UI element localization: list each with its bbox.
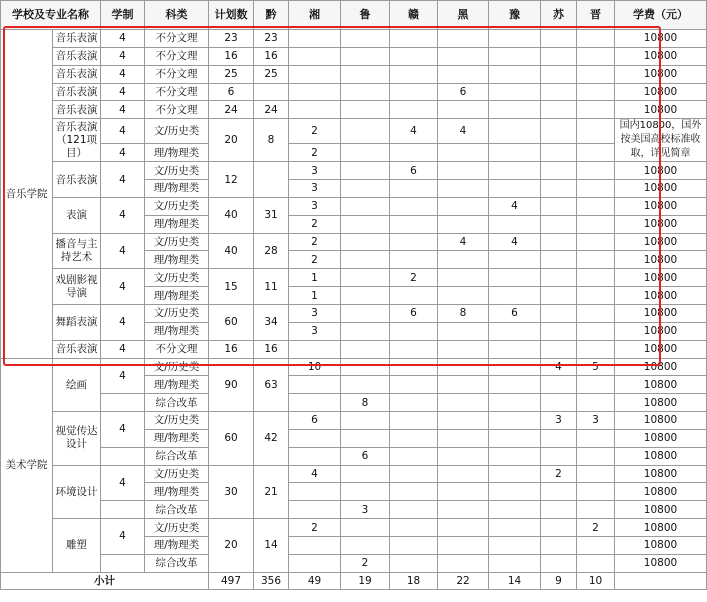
fee-cell: 10800 (615, 233, 707, 251)
gui-cell: 16 (254, 47, 289, 65)
gui-cell: 16 (254, 340, 289, 358)
table-row (1, 447, 707, 465)
jin-cell: 2 (577, 519, 615, 537)
hei-cell: 6 (438, 83, 489, 101)
category-cell: 不分文理 (145, 30, 209, 48)
lu-cell: 3 (341, 501, 390, 519)
fee-cell: 10800 (615, 465, 707, 483)
fee-cell: 10800 (615, 180, 707, 198)
table-row (1, 394, 707, 412)
header-lu: 鲁 (341, 1, 390, 30)
yu-cell: 4 (489, 197, 541, 215)
duration-cell: 4 (101, 519, 145, 555)
plan-cell: 60 (209, 304, 254, 340)
category-cell: 文/历史类 (145, 162, 209, 180)
lu-cell: 8 (341, 394, 390, 412)
fee-cell: 10800 (615, 340, 707, 358)
major-cell: 雕塑 (53, 519, 101, 573)
xiang-cell: 3 (289, 162, 341, 180)
fee-cell: 10800 (615, 215, 707, 233)
fee-cell: 10800 (615, 251, 707, 269)
lu-cell: 6 (341, 447, 390, 465)
fee-cell: 10800 (615, 322, 707, 340)
table-row (1, 412, 707, 430)
plan-cell: 40 (209, 197, 254, 233)
category-cell: 不分文理 (145, 340, 209, 358)
major-cell: 戏剧影视导演 (53, 269, 101, 305)
table-row (1, 83, 707, 101)
table-row (1, 465, 707, 483)
table-row (1, 144, 707, 162)
category-cell: 文/历史类 (145, 233, 209, 251)
duration-cell: 4 (101, 30, 145, 48)
category-cell: 理/物理类 (145, 180, 209, 198)
xiang-cell: 2 (289, 251, 341, 269)
major-cell: 环境设计 (53, 465, 101, 519)
fee-cell: 10800 (615, 501, 707, 519)
major-cell: 播音与主持艺术 (53, 233, 101, 269)
major-cell: 舞蹈表演 (53, 304, 101, 340)
fee-cell: 10800 (615, 65, 707, 83)
category-cell: 理/物理类 (145, 144, 209, 162)
yu-cell: 4 (489, 233, 541, 251)
gan-cell: 2 (390, 269, 438, 287)
xiang-cell: 2 (289, 215, 341, 233)
fee-cell: 10800 (615, 101, 707, 119)
table-row (1, 269, 707, 287)
xiang-cell: 6 (289, 412, 341, 430)
category-cell: 理/物理类 (145, 429, 209, 447)
gui-cell: 34 (254, 304, 289, 340)
duration-cell: 4 (101, 412, 145, 448)
duration-cell: 4 (101, 197, 145, 233)
plan-cell: 30 (209, 465, 254, 519)
table-row (1, 101, 707, 119)
duration-cell: 4 (101, 358, 145, 394)
gui-cell: 31 (254, 197, 289, 233)
plan-cell: 16 (209, 340, 254, 358)
duration-cell: 4 (101, 162, 145, 198)
category-cell: 文/历史类 (145, 119, 209, 144)
category-cell: 不分文理 (145, 47, 209, 65)
category-cell: 文/历史类 (145, 519, 209, 537)
table-row (1, 30, 707, 48)
fee-cell: 10800 (615, 162, 707, 180)
gui-cell: 8 (254, 119, 289, 162)
header-plan: 计划数 (209, 1, 254, 30)
header-school-major: 学校及专业名称 (1, 1, 101, 30)
subtotal-su: 9 (541, 572, 577, 590)
fee-cell: 10800 (615, 483, 707, 501)
subtotal-label: 小计 (1, 572, 209, 590)
gui-cell: 11 (254, 269, 289, 305)
su-cell: 4 (541, 358, 577, 376)
fee-cell: 10800 (615, 554, 707, 572)
plan-cell: 16 (209, 47, 254, 65)
xiang-cell: 3 (289, 304, 341, 322)
fee-cell: 10800 (615, 412, 707, 430)
gan-cell: 6 (390, 304, 438, 322)
table-row (1, 162, 707, 180)
lu-cell: 2 (341, 554, 390, 572)
gui-cell: 25 (254, 65, 289, 83)
category-cell: 理/物理类 (145, 322, 209, 340)
gui-cell: 23 (254, 30, 289, 48)
duration-cell: 4 (101, 47, 145, 65)
table-row (1, 501, 707, 519)
subtotal-plan: 497 (209, 572, 254, 590)
category-cell: 综合改革 (145, 501, 209, 519)
gui-cell: 42 (254, 412, 289, 466)
major-cell: 音乐表演 (53, 101, 101, 119)
category-cell: 文/历史类 (145, 412, 209, 430)
header-yu: 豫 (489, 1, 541, 30)
fee-cell: 10800 (615, 47, 707, 65)
header-gui: 黔 (254, 1, 289, 30)
subtotal-gan: 18 (390, 572, 438, 590)
gui-cell: 14 (254, 519, 289, 573)
fee-cell: 10800 (615, 376, 707, 394)
jin-cell: 5 (577, 358, 615, 376)
fee-cell: 10800 (615, 358, 707, 376)
major-cell: 音乐表演 (53, 65, 101, 83)
header-jin: 晋 (577, 1, 615, 30)
table-row (1, 358, 707, 376)
subtotal-gui: 356 (254, 572, 289, 590)
plan-cell: 23 (209, 30, 254, 48)
category-cell: 不分文理 (145, 83, 209, 101)
fee-cell: 10800 (615, 447, 707, 465)
category-cell: 理/物理类 (145, 376, 209, 394)
category-cell: 文/历史类 (145, 465, 209, 483)
plan-cell: 20 (209, 119, 254, 162)
plan-cell: 40 (209, 233, 254, 269)
gui-cell: 28 (254, 233, 289, 269)
subtotal-xiang: 49 (289, 572, 341, 590)
plan-cell: 15 (209, 269, 254, 305)
su-cell: 2 (541, 465, 577, 483)
header-duration: 学制 (101, 1, 145, 30)
xiang-cell: 1 (289, 269, 341, 287)
duration-cell: 4 (101, 340, 145, 358)
header-hei: 黑 (438, 1, 489, 30)
fee-cell: 10800 (615, 519, 707, 537)
subtotal-row (1, 572, 707, 590)
category-cell: 理/物理类 (145, 483, 209, 501)
fee-cell: 10800 (615, 394, 707, 412)
header-gan: 赣 (390, 1, 438, 30)
xiang-cell: 2 (289, 119, 341, 144)
category-cell: 综合改革 (145, 394, 209, 412)
category-cell: 理/物理类 (145, 215, 209, 233)
category-cell: 理/物理类 (145, 251, 209, 269)
hei-cell: 4 (438, 119, 489, 144)
table-row (1, 65, 707, 83)
xiang-cell: 3 (289, 197, 341, 215)
major-cell: 表演 (53, 197, 101, 233)
gan-cell: 6 (390, 162, 438, 180)
subtotal-hei: 22 (438, 572, 489, 590)
plan-cell: 6 (209, 83, 254, 101)
major-cell: 绘画 (53, 358, 101, 412)
table-row (1, 197, 707, 215)
major-cell: 音乐表演（121项目） (53, 119, 101, 162)
gan-cell: 4 (390, 119, 438, 144)
fee-note-cell: 国内10800，国外按美国高校标准收取，详见简章 (615, 119, 707, 162)
table-row (1, 47, 707, 65)
fee-cell: 10800 (615, 83, 707, 101)
xiang-cell: 3 (289, 180, 341, 198)
duration-cell: 4 (101, 119, 145, 144)
table-row (1, 233, 707, 251)
xiang-cell: 4 (289, 465, 341, 483)
duration-cell: 4 (101, 101, 145, 119)
fee-cell: 10800 (615, 287, 707, 305)
xiang-cell: 1 (289, 287, 341, 305)
fee-cell: 10800 (615, 429, 707, 447)
subtotal-lu: 19 (341, 572, 390, 590)
category-cell: 理/物理类 (145, 287, 209, 305)
table-row (1, 519, 707, 537)
category-cell: 文/历史类 (145, 269, 209, 287)
subtotal-yu: 14 (489, 572, 541, 590)
category-cell: 文/历史类 (145, 358, 209, 376)
jin-cell: 3 (577, 412, 615, 430)
major-cell: 音乐表演 (53, 340, 101, 358)
plan-cell: 25 (209, 65, 254, 83)
fee-cell: 10800 (615, 304, 707, 322)
fee-cell: 10800 (615, 536, 707, 554)
xiang-cell: 2 (289, 233, 341, 251)
duration-cell: 4 (101, 269, 145, 305)
xiang-cell: 2 (289, 519, 341, 537)
header-xiang: 湘 (289, 1, 341, 30)
duration-cell: 4 (101, 65, 145, 83)
duration-cell: 4 (101, 233, 145, 269)
category-cell: 不分文理 (145, 101, 209, 119)
school-music: 音乐学院 (1, 30, 53, 359)
school-art: 美术学院 (1, 358, 53, 572)
xiang-cell: 2 (289, 144, 341, 162)
gui-cell: 21 (254, 465, 289, 519)
category-cell: 文/历史类 (145, 197, 209, 215)
category-cell: 不分文理 (145, 65, 209, 83)
header-category: 科类 (145, 1, 209, 30)
hei-cell: 8 (438, 304, 489, 322)
plan-cell: 24 (209, 101, 254, 119)
table-row (1, 554, 707, 572)
header-row (1, 1, 707, 30)
duration-cell: 4 (101, 304, 145, 340)
category-cell: 文/历史类 (145, 304, 209, 322)
fee-cell: 10800 (615, 269, 707, 287)
major-cell: 音乐表演 (53, 47, 101, 65)
major-cell: 音乐表演 (53, 162, 101, 198)
plan-cell: 12 (209, 162, 254, 198)
plan-cell: 90 (209, 358, 254, 412)
duration-cell: 4 (101, 465, 145, 501)
subtotal-jin: 10 (577, 572, 615, 590)
major-cell: 音乐表演 (53, 30, 101, 48)
plan-cell: 60 (209, 412, 254, 466)
category-cell: 综合改革 (145, 554, 209, 572)
fee-cell: 10800 (615, 30, 707, 48)
fee-cell: 10800 (615, 197, 707, 215)
major-cell: 音乐表演 (53, 83, 101, 101)
su-cell: 3 (541, 412, 577, 430)
table-row (1, 340, 707, 358)
duration-cell: 4 (101, 144, 145, 162)
category-cell: 理/物理类 (145, 536, 209, 554)
category-cell: 综合改革 (145, 447, 209, 465)
xiang-cell: 3 (289, 322, 341, 340)
table-row (1, 304, 707, 322)
yu-cell: 6 (489, 304, 541, 322)
header-fee: 学费（元） (615, 1, 707, 30)
xiang-cell: 10 (289, 358, 341, 376)
duration-cell: 4 (101, 83, 145, 101)
header-su: 苏 (541, 1, 577, 30)
gui-cell: 24 (254, 101, 289, 119)
gui-cell: 63 (254, 358, 289, 412)
hei-cell: 4 (438, 233, 489, 251)
major-cell: 视觉传达设计 (53, 412, 101, 466)
plan-cell: 20 (209, 519, 254, 573)
